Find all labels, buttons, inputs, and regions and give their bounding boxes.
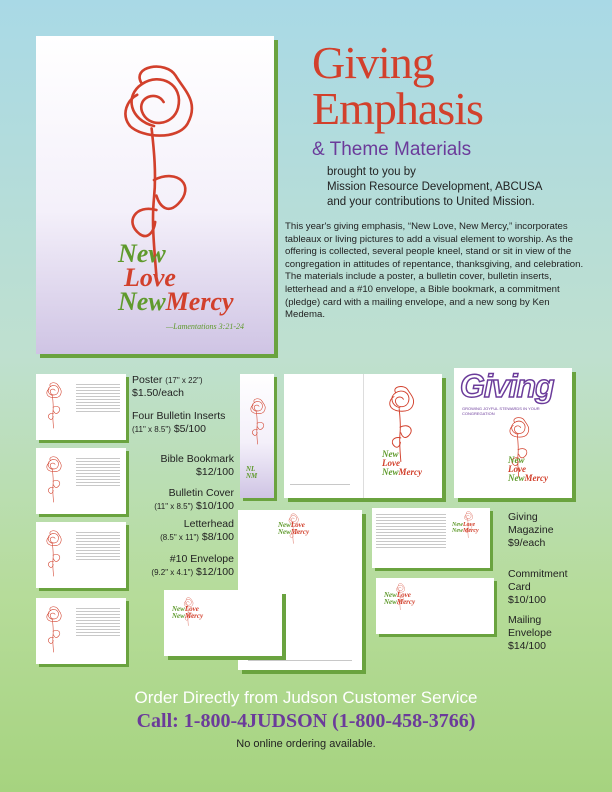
label-letterhead: Letterhead (8.5" x 11") $8/100 bbox=[160, 518, 234, 543]
magazine-tagline: GROWING JOYFUL STEWARDS IN YOUR CONGREGATION bbox=[462, 406, 540, 416]
order-line: Order Directly from Judson Customer Service bbox=[134, 688, 478, 707]
envelope-thumb: NewLove NewMercy bbox=[164, 590, 282, 656]
logo-word-love: Love bbox=[124, 263, 176, 292]
label-mailing: Mailing Envelope $14/100 bbox=[508, 614, 552, 652]
letterhead-thumb: NewLove NewMercy bbox=[238, 510, 362, 670]
insert-thumb-4 bbox=[36, 598, 126, 664]
label-bookmark: Bible Bookmark $12/100 bbox=[160, 453, 234, 478]
poster-large bbox=[36, 36, 274, 354]
label-envelope: #10 Envelope (9.2" x 4.1") $12/100 bbox=[151, 553, 234, 578]
logo-word-new: New bbox=[118, 239, 166, 268]
title-line1: Giving bbox=[312, 37, 434, 88]
body-paragraph: This year's giving emphasis, “New Love, New Mercy,” incorporates tableaux or living pictures to add a visual element to worship. As the offering is collected, several people kneel, stand or sit in view of the congregation in attitudes of repentance, thanksgiving, and celebration. The materials include a poster, a bulletin cover, bulletin inserts, letterhead and a #10 envelope, a Bible bookmark, a commitment (pledge) card with a mailing envelope, and a new song by Ken Medema. bbox=[285, 221, 584, 321]
magazine-title: Giving bbox=[460, 368, 554, 404]
magazine-thumb: Giving GROWING JOYFUL STEWARDS IN YOUR CONGREGATION New Love NewMercy bbox=[454, 368, 572, 498]
insert-thumb-3 bbox=[36, 522, 126, 588]
insert-thumb-1 bbox=[36, 374, 126, 440]
logo-word-mercy: Mercy bbox=[165, 287, 234, 316]
intro-line2: Mission Resource Development, ABCUSA bbox=[327, 181, 543, 193]
scripture-reference: —Lamentations 3:21-24 bbox=[166, 322, 244, 331]
intro-line3: and your contributions to United Mission. bbox=[327, 196, 535, 208]
label-cover: Bulletin Cover (11" x 8.5") $10/100 bbox=[154, 487, 234, 512]
commitment-card-thumb: NewLove NewMercy bbox=[372, 508, 490, 568]
insert-thumb-2 bbox=[36, 448, 126, 514]
phone-number[interactable]: Call: 1-800-4JUDSON (1-800-458-3766) bbox=[136, 710, 476, 732]
label-commitment: Commitment Card $10/100 bbox=[508, 568, 568, 606]
bulletin-cover-thumb: New Love NewMercy bbox=[284, 374, 442, 498]
order-note: No online ordering available. bbox=[236, 738, 376, 750]
page-title bbox=[312, 37, 512, 134]
poster-logo bbox=[118, 239, 234, 316]
logo-word-new2: New bbox=[118, 287, 166, 316]
title-line2: Emphasis bbox=[312, 83, 483, 134]
intro-line1: brought to you by bbox=[327, 166, 416, 178]
label-inserts: Four Bulletin Inserts (11" x 8.5") $5/100 bbox=[132, 410, 226, 435]
label-magazine: Giving Magazine $9/each bbox=[508, 511, 554, 549]
page-subtitle: & Theme Materials bbox=[312, 139, 472, 160]
mailing-envelope-thumb: NewLove NewMercy bbox=[376, 578, 494, 634]
label-poster: Poster (17" x 22") $1.50/each bbox=[132, 374, 203, 399]
bookmark-thumb: NL NM bbox=[240, 374, 274, 498]
intro-text bbox=[327, 165, 542, 210]
